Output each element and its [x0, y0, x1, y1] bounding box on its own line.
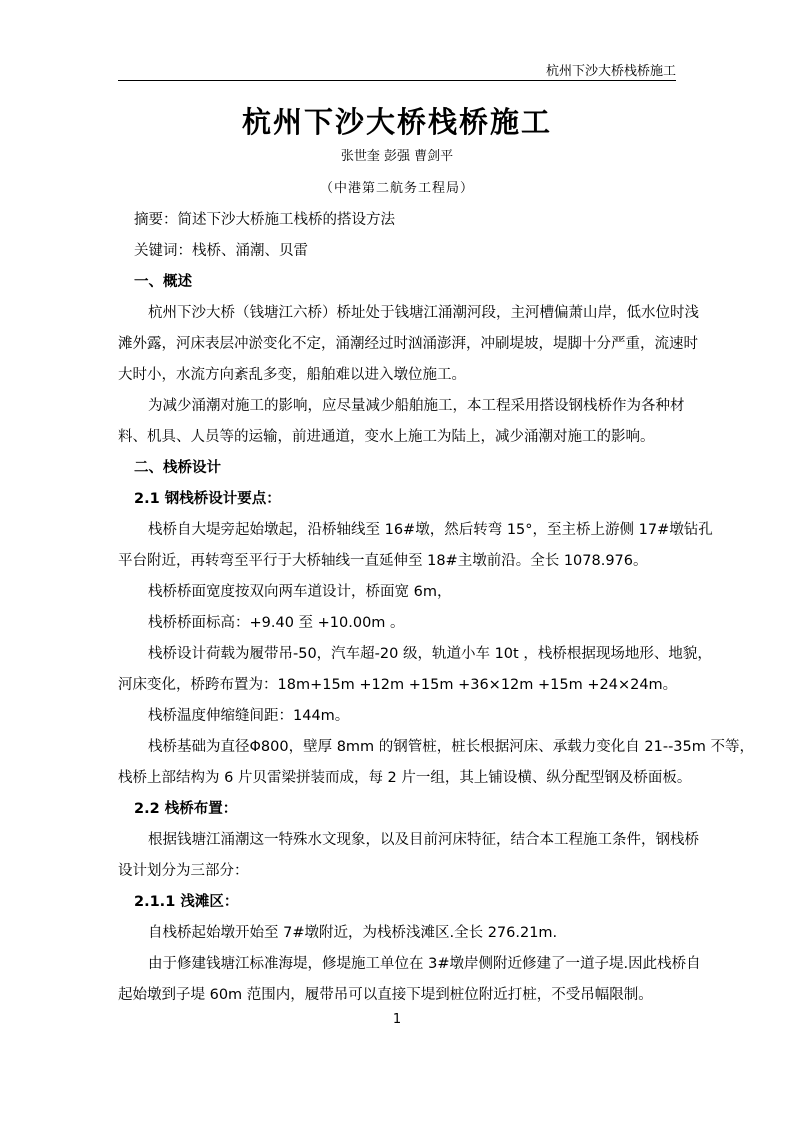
subsection-2-1-heading: 2.1 钢栈桥设计要点：: [134, 491, 281, 507]
header-rule: [118, 80, 676, 81]
paragraph-line: 根据钱塘江涌潮这一特殊水文现象，以及目前河床特征，结合本工程施工条件，钢栈桥: [148, 832, 699, 848]
paragraph-line: 平台附近，再转弯至平行于大桥轴线一直延伸至 18#主墩前沿。全长 1078.976。: [118, 553, 648, 569]
paragraph-line: 栈桥基础为直径Φ800，壁厚 8mm 的钢管桩，桩长根据河床、承载力变化自 21--35m 不等，: [148, 739, 754, 755]
paragraph-line: 栈桥温度伸缩缝间距：144m。: [148, 708, 350, 724]
paragraph-line: 由于修建钱塘江标准海堤，修堤施工单位在 3#墩岸侧附近修建了一道子堤.因此栈桥自: [148, 956, 701, 972]
page-number: 1: [392, 1012, 402, 1027]
running-header: 杭州下沙大桥栈桥施工: [545, 64, 676, 79]
paragraph-line: 栈桥上部结构为 6 片贝雷梁拼装而成，每 2 片一组，其上铺设横、纵分配型钢及桥面板。: [118, 770, 692, 786]
section-1-heading: 一、概述: [134, 274, 192, 290]
authors: 张世奎 彭强 曹剑平: [340, 149, 454, 164]
document-body: [118, 205, 754, 1011]
paragraph-line: 栈桥自大堤旁起始墩起，沿桥轴线至 16#墩，然后转弯 15°，至主桥上游侧 17#墩钻孔: [148, 522, 713, 538]
subsection-2-2-heading: 2.2 栈桥布置：: [134, 801, 238, 817]
paragraph-line: 设计划分为三部分：: [118, 863, 249, 879]
paragraph-line: 杭州下沙大桥（钱塘江六桥）桥址处于钱塘江涌潮河段，主河槽偏萧山岸，低水位时浅: [148, 305, 699, 321]
subsection-2-1-1-heading: 2.1.1 浅滩区：: [134, 894, 239, 910]
keywords: 关键词：栈桥、涌潮、贝雷: [134, 243, 308, 259]
paragraph-line: 河床变化，桥跨布置为：18m+15m +12m +15m +36×12m +15m +24×24m。: [118, 677, 678, 693]
paragraph-line: 自栈桥起始墩开始至 7#墩附近，为栈桥浅滩区.全长 276.21m.: [148, 925, 558, 941]
paragraph-line: 栈桥桥面标高：+9.40 至 +10.00m 。: [148, 615, 405, 631]
abstract: 摘要：简述下沙大桥施工栈桥的搭设方法: [134, 212, 395, 228]
section-2-heading: 二、栈桥设计: [134, 460, 221, 476]
paragraph-line: 栈桥设计荷载为履带吊-50，汽车超-20 级，轨道小车 10t ，栈桥根据现场地形、地貌，: [148, 646, 712, 662]
paragraph-line: 栈桥桥面宽度按双向两车道设计，桥面宽 6m，: [148, 584, 452, 600]
paragraph-line: 为减少涌潮对施工的影响，应尽量减少船舶施工，本工程采用搭设钢栈桥作为各种材: [148, 398, 685, 414]
paragraph-line: 料、机具、人员等的运输，前进通道，变水上施工为陆上，减少涌潮对施工的影响。: [118, 429, 655, 445]
document-title: 杭州下沙大桥栈桥施工: [241, 105, 552, 139]
paragraph-line: 大时小，水流方向紊乱多变，船舶难以进入墩位施工。: [118, 367, 466, 383]
affiliation: （中港第二航务工程局）: [319, 181, 474, 196]
paragraph-line: 滩外露，河床表层冲淤变化不定，涌潮经过时汹涌澎湃，冲刷堤坡，堤脚十分严重，流速时: [118, 336, 698, 352]
paragraph-line: 起始墩到子堤 60m 范围内，履带吊可以直接下堤到桩位附近打桩，不受吊幅限制。: [118, 987, 653, 1003]
